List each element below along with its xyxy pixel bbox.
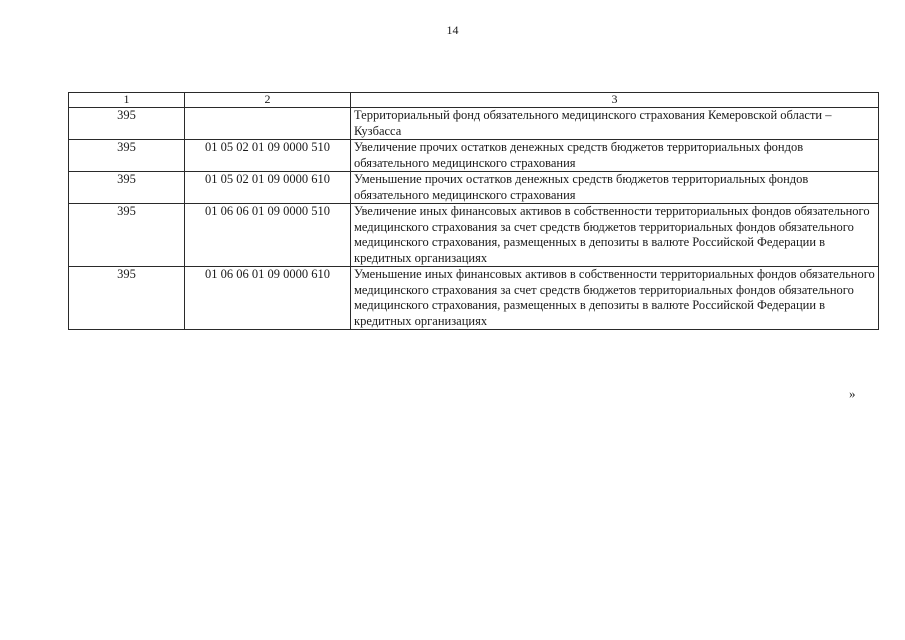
- table-row: [69, 140, 879, 172]
- description-cell: Уменьшение прочих остатков денежных средств бюджетов территориальных фондов обязательного медицинского страхования: [351, 172, 879, 204]
- admin-code-cell: 395: [69, 204, 185, 267]
- admin-code-cell: 395: [69, 140, 185, 172]
- column-header-3: 3: [351, 93, 879, 108]
- description-cell: Увеличение иных финансовых активов в собственности территориальных фондов обязательного медицинского страхования за счет средств бюджетов территориальных фондов обязательного медицинского страхования, размещенных в депозиты в валюте Российской Федерации в кредитных организациях: [351, 204, 879, 267]
- table-row: [69, 108, 879, 140]
- classification-code-cell: 01 05 02 01 09 0000 610: [185, 172, 351, 204]
- budget-classification-table: [68, 92, 879, 330]
- column-header-2: 2: [185, 93, 351, 108]
- classification-code-cell: 01 05 02 01 09 0000 510: [185, 140, 351, 172]
- classification-code-cell: 01 06 06 01 09 0000 610: [185, 267, 351, 330]
- description-cell: Территориальный фонд обязательного медицинского страхования Кемеровской области – Кузбасса: [351, 108, 879, 140]
- classification-code-cell: 01 06 06 01 09 0000 510: [185, 204, 351, 267]
- page-number: 14: [446, 23, 459, 37]
- classification-code-cell: [185, 108, 351, 140]
- table-header-row: [69, 93, 879, 108]
- description-cell: Увеличение прочих остатков денежных средств бюджетов территориальных фондов обязательного медицинского страхования: [351, 140, 879, 172]
- column-header-1: 1: [69, 93, 185, 108]
- admin-code-cell: 395: [69, 172, 185, 204]
- table-row: [69, 267, 879, 330]
- table-row: [69, 204, 879, 267]
- admin-code-cell: 395: [69, 267, 185, 330]
- table-row: [69, 172, 879, 204]
- description-cell: Уменьшение иных финансовых активов в собственности территориальных фондов обязательного медицинского страхования за счет средств бюджетов территориальных фондов обязательного медицинского страхования, размещенных в депозиты в валюте Российской Федерации в кредитных организациях: [351, 267, 879, 330]
- closing-quote-mark: »: [849, 386, 856, 401]
- admin-code-cell: 395: [69, 108, 185, 140]
